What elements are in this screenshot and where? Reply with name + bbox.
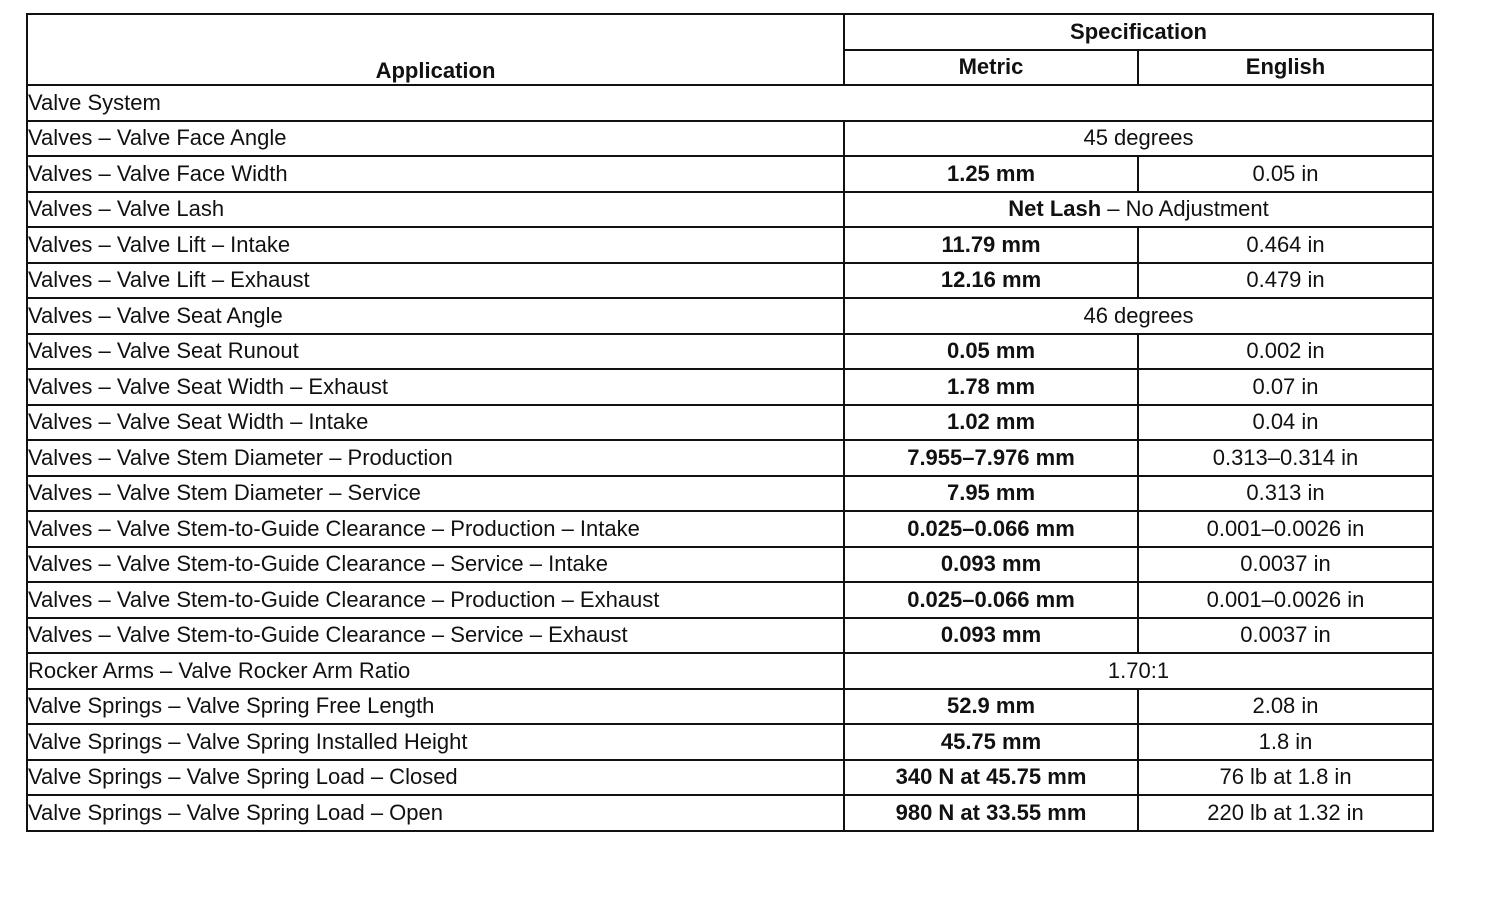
specification-merged-cell: 45 degrees — [844, 121, 1433, 157]
metric-cell: 0.093 mm — [844, 618, 1138, 654]
table-row — [27, 547, 1433, 583]
application-cell: Rocker Arms – Valve Rocker Arm Ratio — [27, 653, 844, 689]
metric-header: Metric — [844, 50, 1138, 86]
application-cell: Valves – Valve Seat Width – Exhaust — [27, 369, 844, 405]
english-cell: 2.08 in — [1138, 689, 1433, 725]
metric-cell: 11.79 mm — [844, 227, 1138, 263]
table-row — [27, 405, 1433, 441]
metric-cell: 1.02 mm — [844, 405, 1138, 441]
application-cell: Valves – Valve Face Width — [27, 156, 844, 192]
application-cell: Valves – Valve Stem-to-Guide Clearance – Production – Exhaust — [27, 582, 844, 618]
table-row — [27, 476, 1433, 512]
metric-cell: 52.9 mm — [844, 689, 1138, 725]
specification-emphasis: Net Lash — [1008, 196, 1102, 222]
metric-cell: 45.75 mm — [844, 724, 1138, 760]
english-cell: 0.313–0.314 in — [1138, 440, 1433, 476]
english-cell: 0.001–0.0026 in — [1138, 582, 1433, 618]
english-cell: 0.313 in — [1138, 476, 1433, 512]
english-cell: 0.002 in — [1138, 334, 1433, 370]
table-row — [27, 263, 1433, 299]
english-cell: 0.464 in — [1138, 227, 1433, 263]
metric-cell: 0.025–0.066 mm — [844, 511, 1138, 547]
application-cell: Valves – Valve Face Angle — [27, 121, 844, 157]
application-cell: Valve Springs – Valve Spring Load – Open — [27, 795, 844, 831]
metric-cell: 340 N at 45.75 mm — [844, 760, 1138, 796]
table-row — [27, 795, 1433, 831]
table-row — [27, 227, 1433, 263]
specification-table — [26, 13, 1434, 832]
table-row — [27, 653, 1433, 689]
table-row — [27, 298, 1433, 334]
metric-cell: 7.955–7.976 mm — [844, 440, 1138, 476]
english-header: English — [1138, 50, 1433, 86]
metric-cell: 0.025–0.066 mm — [844, 582, 1138, 618]
table-row — [27, 582, 1433, 618]
table-row — [27, 334, 1433, 370]
header-row-top — [27, 14, 1433, 50]
specification-header: Specification — [844, 14, 1433, 50]
application-cell: Valve Springs – Valve Spring Free Length — [27, 689, 844, 725]
application-cell: Valves – Valve Seat Width – Intake — [27, 405, 844, 441]
application-cell: Valves – Valve Lift – Exhaust — [27, 263, 844, 299]
metric-cell: 7.95 mm — [844, 476, 1138, 512]
metric-cell: 0.05 mm — [844, 334, 1138, 370]
application-cell: Valve Springs – Valve Spring Load – Closed — [27, 760, 844, 796]
english-cell: 0.0037 in — [1138, 547, 1433, 583]
section-row — [27, 85, 1433, 121]
section-title: Valve System — [27, 85, 1433, 121]
table-row — [27, 511, 1433, 547]
specification-note: – No Adjustment — [1101, 196, 1269, 222]
table-row — [27, 369, 1433, 405]
specification-merged-cell — [844, 192, 1433, 228]
english-cell: 0.479 in — [1138, 263, 1433, 299]
application-cell: Valves – Valve Stem Diameter – Service — [27, 476, 844, 512]
english-cell: 220 lb at 1.32 in — [1138, 795, 1433, 831]
application-cell: Valves – Valve Lift – Intake — [27, 227, 844, 263]
metric-cell: 980 N at 33.55 mm — [844, 795, 1138, 831]
table-row — [27, 192, 1433, 228]
metric-cell: 1.25 mm — [844, 156, 1138, 192]
application-cell: Valve Springs – Valve Spring Installed Height — [27, 724, 844, 760]
application-cell: Valves – Valve Stem-to-Guide Clearance – Service – Intake — [27, 547, 844, 583]
table-row — [27, 156, 1433, 192]
application-cell: Valves – Valve Stem Diameter – Production — [27, 440, 844, 476]
english-cell: 76 lb at 1.8 in — [1138, 760, 1433, 796]
application-cell: Valves – Valve Seat Angle — [27, 298, 844, 334]
table-row — [27, 760, 1433, 796]
metric-cell: 12.16 mm — [844, 263, 1138, 299]
table-row — [27, 724, 1433, 760]
english-cell: 0.001–0.0026 in — [1138, 511, 1433, 547]
application-cell: Valves – Valve Stem-to-Guide Clearance – Service – Exhaust — [27, 618, 844, 654]
metric-cell: 0.093 mm — [844, 547, 1138, 583]
table-row — [27, 440, 1433, 476]
application-cell: Valves – Valve Lash — [27, 192, 844, 228]
english-cell: 0.0037 in — [1138, 618, 1433, 654]
english-cell: 0.05 in — [1138, 156, 1433, 192]
table-row — [27, 618, 1433, 654]
application-header: Application — [27, 14, 844, 85]
table-row — [27, 689, 1433, 725]
table-row — [27, 121, 1433, 157]
english-cell: 1.8 in — [1138, 724, 1433, 760]
metric-cell: 1.78 mm — [844, 369, 1138, 405]
english-cell: 0.04 in — [1138, 405, 1433, 441]
specification-merged-cell: 46 degrees — [844, 298, 1433, 334]
application-cell: Valves – Valve Stem-to-Guide Clearance – Production – Intake — [27, 511, 844, 547]
specification-merged-cell: 1.70:1 — [844, 653, 1433, 689]
table-body — [27, 85, 1433, 831]
english-cell: 0.07 in — [1138, 369, 1433, 405]
application-cell: Valves – Valve Seat Runout — [27, 334, 844, 370]
